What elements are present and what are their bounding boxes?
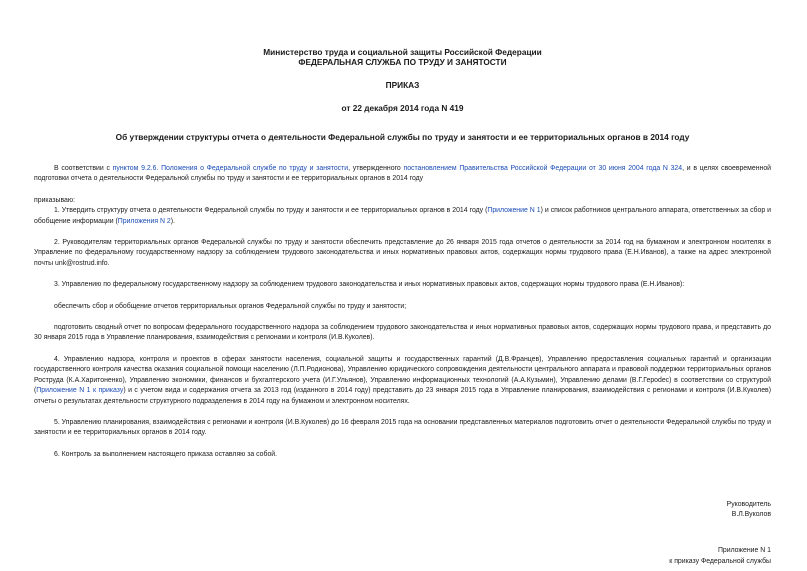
orders-word: приказываю: — [34, 196, 75, 204]
service-name: ФЕДЕРАЛЬНАЯ СЛУЖБА ПО ТРУДУ И ЗАНЯТОСТИ — [298, 57, 507, 67]
signatory-role: Руководитель — [726, 501, 771, 509]
link-appendix-1[interactable]: Приложение N 1 — [487, 207, 541, 215]
document-header — [34, 0, 771, 113]
signature-block — [34, 500, 771, 520]
document-body — [34, 164, 771, 460]
link-clause-9-2-6[interactable]: пунктом 9.2.6. Положения о Федеральной службе по труду и занятости — [112, 165, 349, 172]
p1-text-1: 1. Утвердить структуру отчета о деятельности Федеральной службы по труду и занятости и ее территориальных органов в 2014 году ( — [54, 207, 488, 215]
appendix-number: Приложение N 1 — [717, 547, 771, 555]
link-appendix-2[interactable]: Приложения N 2 — [117, 217, 171, 225]
order-label: ПРИКАЗ — [385, 80, 420, 90]
paragraph-1 — [34, 206, 771, 227]
paragraph-2: 2. Руководителям территориальных органов Федеральной службы по труду и занятости обеспечить представление до 26 января 2015 года отчетов о деятельности за 2014 год на бумажном и электронном носителях в Управление по федеральному государственному надзору за соблюдением трудового законодательства и иных нормативных правовых актов, содержащих нормы трудового права (Е.Н.Иванов), а также на адрес электронной почты unk@rostrud.info. — [34, 239, 771, 267]
p4-text-1: 4. Управлению надзора, контроля и проектов в сферах занятости населения, социальной защиты и государственных гарантий (Д.В.Францев), Управлению предоставления социальных гарантий и организации государственного контроля качества оказания социальной помощи населению (Л.П.Родионова), Управлению юридического сопровождения деятельности центрального аппарата и правовой поддержки территориальных органов Роструда (К.А.Харитоненко), Управлению экономики, финансов и бухгалтерского учета (И.Г.Ульянов), Управлению информационных технологий (А.А.Кузьмин), Управлению делами (В.Г.Героdec) в соответствии со структурой ( — [34, 355, 771, 395]
paragraph-4 — [34, 355, 771, 407]
p1-text-3: ). — [170, 217, 175, 225]
document-title: Об утверждении структуры отчета о деятельности Федеральной службы по труду и занятости и ее территориальных органов в 2014 году — [115, 132, 690, 142]
preamble-paragraph — [34, 164, 771, 185]
paragraph-6: 6. Контроль за выполнением настоящего приказа оставляю за собой. — [54, 450, 278, 458]
preamble-text-2: , утвержденного — [348, 165, 404, 172]
signatory-name: В.Л.Вуколов — [731, 511, 771, 519]
p4-text-2: ) и с учетом вида и содержания отчета за 2013 год (изданного в 2014 году) представить до 23 января 2015 года в Управление планирования, взаимодействия с регионами и контроля (И.В.Куколев) отчеты о результатах деятельности структурного подразделения в 2014 году на бумажном и электронном носителях. — [34, 387, 771, 405]
preamble-text-1: В соответствии с — [54, 165, 113, 172]
paragraph-3: 3. Управлению по федеральному государственному надзору за соблюдением трудового законодательства и иных нормативных правовых актов, содержащих нормы трудового права (Е.Н.Иванов): — [54, 281, 685, 289]
preamble-text-3: , и в целях своевременной подготовки отчета о деятельности Федеральной службы по труду и занятости и ее территориальных органов в 2014 году — [34, 165, 771, 183]
paragraph-3a: обеспечить сбор и обобщение отчетов территориальных органов Федеральной службы по труду и занятости; — [54, 302, 407, 310]
link-government-resolution[interactable]: постановлением Правительства Российской Федерации от 30 июня 2004 года N 324 — [403, 165, 683, 172]
appendix-subtitle: к приказу Федеральной службы — [669, 557, 771, 565]
link-appendix-1-order[interactable]: Приложение N 1 к приказу — [36, 387, 124, 395]
paragraph-3b: подготовить сводный отчет по вопросам федерального государственного надзора за соблюдением трудового законодательства и иных нормативных правовых актов, содержащих нормы трудового права, и представить до 30 января 2015 года в Управление планирования, взаимодействия с регионами и контроля (И.В.Куколев). — [34, 324, 771, 342]
appendix-header — [34, 546, 771, 567]
order-date: от 22 декабря 2014 года N 419 — [341, 103, 464, 113]
p1-text-2: ) и список работников центрального аппарата, ответственных за сбор и обобщение информации ( — [34, 207, 771, 225]
ministry-name: Министерство труда и социальной защиты Российской Федерации — [263, 47, 542, 57]
paragraph-5: 5. Управлению планирования, взаимодействия с регионами и контроля (И.В.Куколев) до 16 февраля 2015 года на основании представленных материалов подготовить отчет о деятельности Федеральной службы по труду и занятости и ее территориальных органов в 2014 году. — [34, 418, 771, 437]
